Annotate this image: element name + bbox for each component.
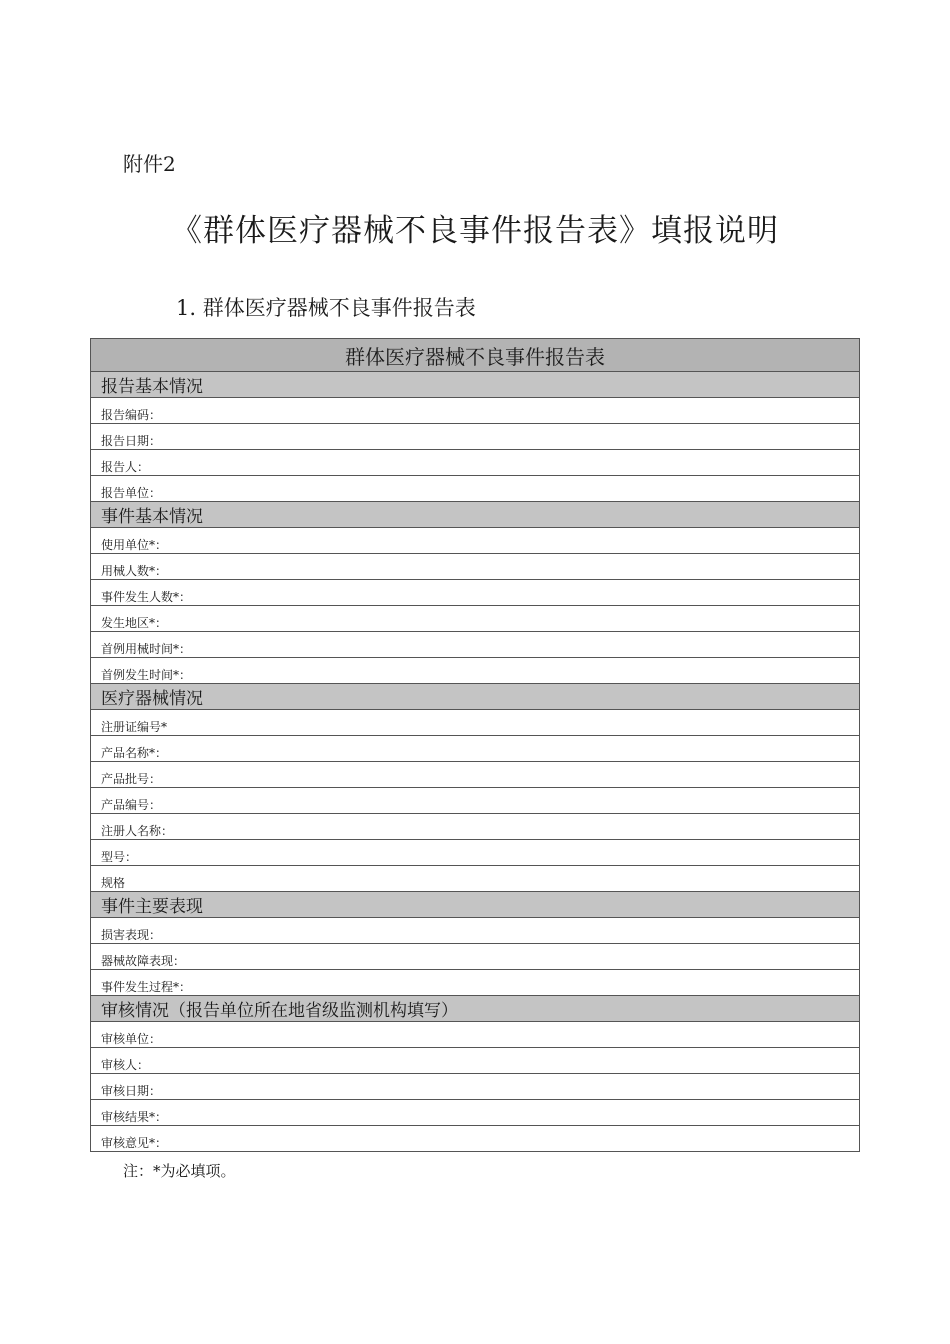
required-note: 注：*为必填项。 bbox=[123, 1162, 236, 1180]
section-heading-review: 审核情况（报告单位所在地省级监测机构填写） bbox=[91, 996, 860, 1022]
section-subtitle: 1. 群体医疗器械不良事件报告表 bbox=[176, 296, 476, 320]
field-product-batch[interactable]: 产品批号： bbox=[91, 762, 860, 788]
field-specification[interactable]: 规格 bbox=[91, 866, 860, 892]
field-reporting-unit[interactable]: 报告单位： bbox=[91, 476, 860, 502]
field-report-date[interactable]: 报告日期： bbox=[91, 424, 860, 450]
field-first-use-time[interactable]: 首例用械时间*： bbox=[91, 632, 860, 658]
field-harm-manifestation[interactable]: 损害表现： bbox=[91, 918, 860, 944]
field-registrant-name[interactable]: 注册人名称： bbox=[91, 814, 860, 840]
field-product-name[interactable]: 产品名称*： bbox=[91, 736, 860, 762]
page-title: 《群体医疗器械不良事件报告表》填报说明 bbox=[171, 213, 779, 249]
field-review-date[interactable]: 审核日期： bbox=[91, 1074, 860, 1100]
section-heading-device-info: 医疗器械情况 bbox=[91, 684, 860, 710]
field-event-process[interactable]: 事件发生过程*： bbox=[91, 970, 860, 996]
field-report-code[interactable]: 报告编码： bbox=[91, 398, 860, 424]
field-device-user-count[interactable]: 用械人数*： bbox=[91, 554, 860, 580]
field-reviewer[interactable]: 审核人： bbox=[91, 1048, 860, 1074]
field-user-unit[interactable]: 使用单位*： bbox=[91, 528, 860, 554]
field-device-malfunction[interactable]: 器械故障表现： bbox=[91, 944, 860, 970]
field-reporter[interactable]: 报告人： bbox=[91, 450, 860, 476]
section-heading-event-basic: 事件基本情况 bbox=[91, 502, 860, 528]
table-title: 群体医疗器械不良事件报告表 bbox=[91, 339, 860, 372]
field-registration-number[interactable]: 注册证编号* bbox=[91, 710, 860, 736]
section-heading-event-manifestation: 事件主要表现 bbox=[91, 892, 860, 918]
field-review-result[interactable]: 审核结果*： bbox=[91, 1100, 860, 1126]
field-event-count[interactable]: 事件发生人数*： bbox=[91, 580, 860, 606]
field-product-serial[interactable]: 产品编号： bbox=[91, 788, 860, 814]
report-form-table bbox=[90, 338, 860, 1152]
field-review-unit[interactable]: 审核单位： bbox=[91, 1022, 860, 1048]
field-first-event-time[interactable]: 首例发生时间*： bbox=[91, 658, 860, 684]
field-event-region[interactable]: 发生地区*： bbox=[91, 606, 860, 632]
attachment-label: 附件2 bbox=[123, 152, 176, 176]
field-model[interactable]: 型号： bbox=[91, 840, 860, 866]
section-heading-report-basic: 报告基本情况 bbox=[91, 372, 860, 398]
field-review-opinion[interactable]: 审核意见*： bbox=[91, 1126, 860, 1152]
